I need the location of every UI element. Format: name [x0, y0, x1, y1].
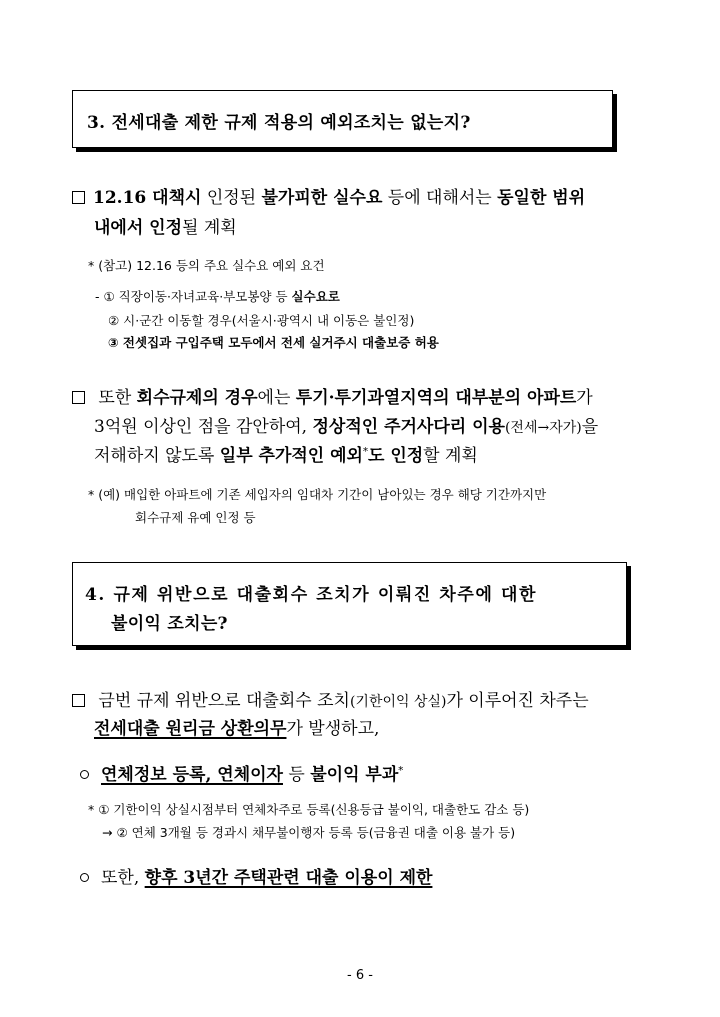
item2-note-2: 회수규제 유예 인정 등 — [135, 510, 256, 525]
item1-line2: 내에서 인정될 계획 — [94, 218, 237, 238]
checkbox-square-icon — [72, 391, 85, 404]
item2-line3: 저해하지 않도록 일부 추가적인 예외*도 인정할 계획 — [94, 446, 478, 466]
sub-item-2: 또한, 향후 3년간 주택관련 대출 이용이 제한 — [80, 863, 432, 888]
ref-item-1: - ① 직장이동·자녀교육·부모봉양 등 실수요로 — [95, 289, 340, 304]
ref-item-2: ② 시·군간 이동할 경우(서울시·광역시 내 이동은 불인정) — [108, 313, 415, 328]
item1-line1: 12.16 대책시 인정된 불가피한 실수요 등에 대해서는 동일한 범위 — [72, 183, 585, 208]
question-4-title-line1: 4. 규제 위반으로 대출회수 조치가 이뤄진 차주에 대한 — [85, 585, 538, 605]
sub1-note-1: * ① 기한이익 상실시점부터 연체차주로 등록(신용등급 불이익, 대출한도 감소 등) — [88, 802, 530, 817]
question-4-title-line2: 불이익 조치는? — [111, 614, 228, 634]
circle-bullet-icon — [80, 873, 89, 882]
item3-line1: 금번 규제 위반으로 대출회수 조치(기한이익 상실)가 이루어진 차주는 — [72, 686, 589, 711]
sub1-note-2: → ② 연체 3개월 등 경과시 채무불이행자 등록 등(금융권 대출 이용 불가 등) — [102, 825, 516, 840]
item2-note-1: * (예) 매입한 아파트에 기존 세입자의 임대차 기간이 남아있는 경우 해당 기간까지만 — [88, 487, 547, 502]
sub-item-1: 연체정보 등록, 연체이자 등 불이익 부과* — [80, 760, 403, 785]
item2-line2: 3억원 이상인 점을 감안하여, 정상적인 주거사다리 이용(전세→자가)을 — [94, 417, 599, 437]
item3-line2: 전세대출 원리금 상환의무가 발생하고, — [94, 719, 380, 739]
item2-line1: 또한 회수규제의 경우에는 투기·투기과열지역의 대부분의 아파트가 — [72, 383, 593, 408]
question-3-title: 3. 전세대출 제한 규제 적용의 예외조치는 없는지? — [87, 113, 471, 133]
page-number: - 6 - — [347, 968, 373, 983]
checkbox-square-icon — [72, 694, 85, 707]
ref-item-3: ③ 전셋집과 구입주택 모두에서 전세 실거주시 대출보증 허용 — [108, 335, 439, 350]
checkbox-square-icon — [72, 191, 85, 204]
question-box-4 — [72, 562, 627, 646]
circle-bullet-icon — [80, 770, 89, 779]
question-box-3 — [72, 90, 613, 148]
ref-header: * (참고) 12.16 등의 주요 실수요 예외 요건 — [88, 258, 325, 273]
